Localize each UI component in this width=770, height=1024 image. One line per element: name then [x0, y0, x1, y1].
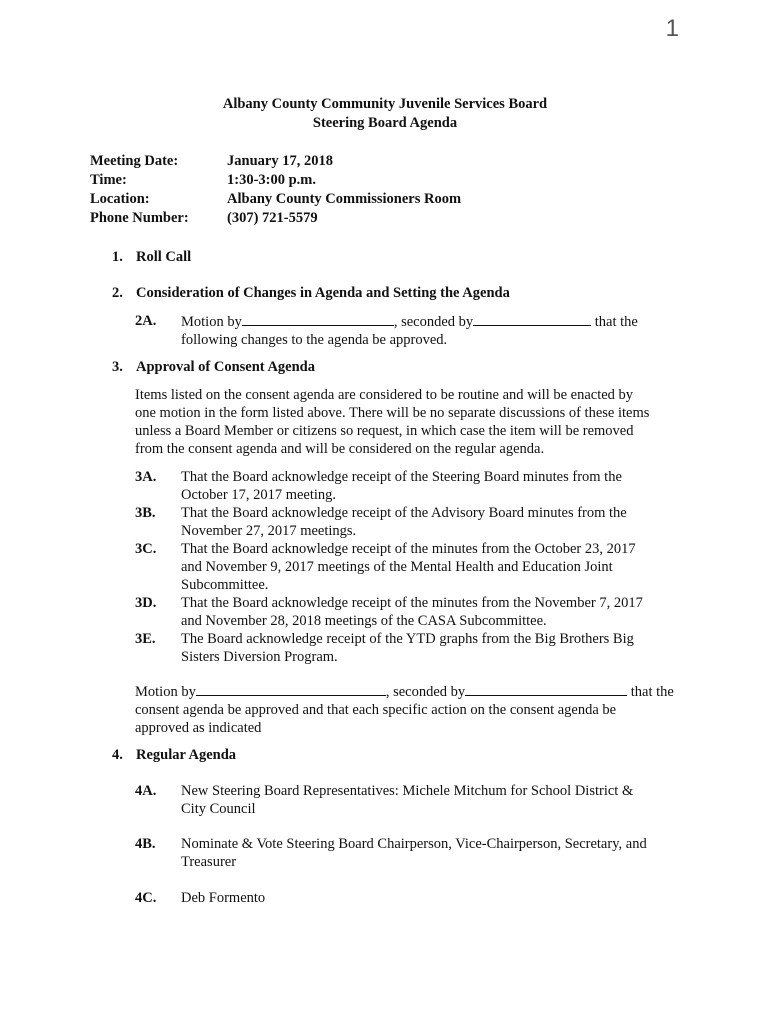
seconded-by-text: , seconded by — [385, 684, 466, 700]
page-number: 1 — [665, 15, 679, 42]
consent-motion-line-3: approved as indicated — [135, 720, 262, 736]
consent-intro — [135, 386, 680, 458]
meeting-time-row — [90, 171, 461, 190]
item-4a — [135, 782, 675, 818]
consent-motion-line-1 — [135, 682, 680, 701]
section-title: Consideration of Changes in Agenda and Setting the Agenda — [136, 285, 510, 301]
seconded-by-blank — [473, 312, 591, 326]
section-number: 2. — [112, 285, 123, 301]
item-line: Treasurer — [181, 854, 237, 870]
item-line: That the Board acknowledge receipt of the Advisory Board minutes from the — [181, 505, 627, 521]
meeting-info — [90, 152, 461, 228]
item-text — [181, 782, 675, 818]
section-4-heading — [112, 746, 236, 764]
section-number: 3. — [112, 359, 123, 375]
consent-intro-line: unless a Board Member or citizens so request, in which case the item will be removed — [135, 423, 634, 439]
item-line: and November 28, 2018 meetings of the CASA Subcommittee. — [181, 613, 547, 629]
meeting-location-value: Albany County Commissioners Room — [227, 191, 462, 207]
item-line: November 27, 2017 meetings. — [181, 523, 357, 539]
item-label: 3E. — [135, 631, 156, 647]
item-3b — [135, 504, 675, 540]
motion-by-text: Motion by — [135, 684, 196, 700]
item-line: Sisters Diversion Program. — [181, 649, 338, 665]
item-text — [181, 889, 675, 907]
consent-intro-line: one motion in the form listed above. There will be no separate discussions of these items — [135, 405, 650, 421]
item-label: 3D. — [135, 595, 157, 611]
item-label: 4A. — [135, 783, 157, 799]
item-text — [181, 504, 675, 540]
item-line: and November 9, 2017 meetings of the Mental Health and Education Joint — [181, 559, 613, 575]
section-title: Approval of Consent Agenda — [136, 359, 315, 375]
item-text — [181, 835, 675, 871]
item-3d — [135, 594, 675, 630]
item-line: The Board acknowledge receipt of the YTD graphs from the Big Brothers Big — [181, 631, 634, 647]
item-line: Deb Formento — [181, 890, 266, 906]
item-text — [181, 630, 675, 666]
consent-intro-line: from the consent agenda and will be considered on the regular agenda. — [135, 441, 545, 457]
section-2-heading — [112, 284, 510, 302]
item-4b — [135, 835, 675, 871]
item-line: That the Board acknowledge receipt of the Steering Board minutes from the — [181, 469, 622, 485]
that-the-text: that the — [591, 314, 638, 330]
motion-by-blank — [196, 682, 386, 696]
item-4c — [135, 889, 675, 907]
item-text — [181, 312, 675, 349]
item-2a-line-2: following changes to the agenda be approved. — [181, 332, 448, 348]
item-line: That the Board acknowledge receipt of the minutes from the October 23, 2017 — [181, 541, 636, 557]
item-3a — [135, 468, 675, 504]
meeting-time-label: Time: — [90, 172, 127, 188]
item-label: 4B. — [135, 836, 156, 852]
motion-by-text: Motion by — [181, 314, 242, 330]
item-2a — [135, 312, 675, 349]
item-text — [181, 540, 675, 594]
meeting-phone-label: Phone Number: — [90, 210, 189, 226]
item-2a-line-1 — [181, 312, 675, 331]
motion-by-blank — [242, 312, 394, 326]
item-line: That the Board acknowledge receipt of the minutes from the November 7, 2017 — [181, 595, 643, 611]
section-3-heading — [112, 358, 315, 376]
item-3e — [135, 630, 675, 666]
meeting-date-value: January 17, 2018 — [227, 153, 333, 169]
section-number: 4. — [112, 747, 123, 763]
item-label: 4C. — [135, 890, 157, 906]
section-1-heading — [112, 248, 191, 266]
meeting-phone-row — [90, 209, 461, 228]
item-text — [181, 594, 675, 630]
item-label: 3A. — [135, 469, 157, 485]
that-the-text: that the — [627, 684, 674, 700]
meeting-location-label: Location: — [90, 191, 150, 207]
item-label: 2A. — [135, 313, 157, 329]
item-line: October 17, 2017 meeting. — [181, 487, 337, 503]
section-title: Regular Agenda — [136, 747, 237, 763]
seconded-by-text: , seconded by — [393, 314, 474, 330]
item-line: Nominate & Vote Steering Board Chairperson, Vice-Chairperson, Secretary, and — [181, 836, 647, 852]
meeting-phone-value: (307) 721-5579 — [227, 210, 318, 226]
item-line: Subcommittee. — [181, 577, 269, 593]
meeting-location-row — [90, 190, 461, 209]
item-text — [181, 468, 675, 504]
item-line: New Steering Board Representatives: Michele Mitchum for School District & — [181, 783, 634, 799]
consent-intro-line: Items listed on the consent agenda are considered to be routine and will be enacted by — [135, 387, 634, 403]
section-title: Roll Call — [136, 249, 192, 265]
item-label: 3B. — [135, 505, 156, 521]
consent-motion — [135, 682, 680, 737]
item-line: City Council — [181, 801, 256, 817]
title-line-1: Albany County Community Juvenile Services Board — [222, 96, 548, 112]
meeting-date-label: Meeting Date: — [90, 153, 179, 169]
item-3c — [135, 540, 675, 594]
meeting-date-row — [90, 152, 461, 171]
item-label: 3C. — [135, 541, 157, 557]
seconded-by-blank — [465, 682, 627, 696]
section-number: 1. — [112, 249, 123, 265]
meeting-time-value: 1:30-3:00 p.m. — [227, 172, 317, 188]
document-title — [0, 95, 770, 133]
consent-motion-line-2: consent agenda be approved and that each specific action on the consent agenda be — [135, 702, 617, 718]
title-line-2: Steering Board Agenda — [312, 115, 458, 131]
